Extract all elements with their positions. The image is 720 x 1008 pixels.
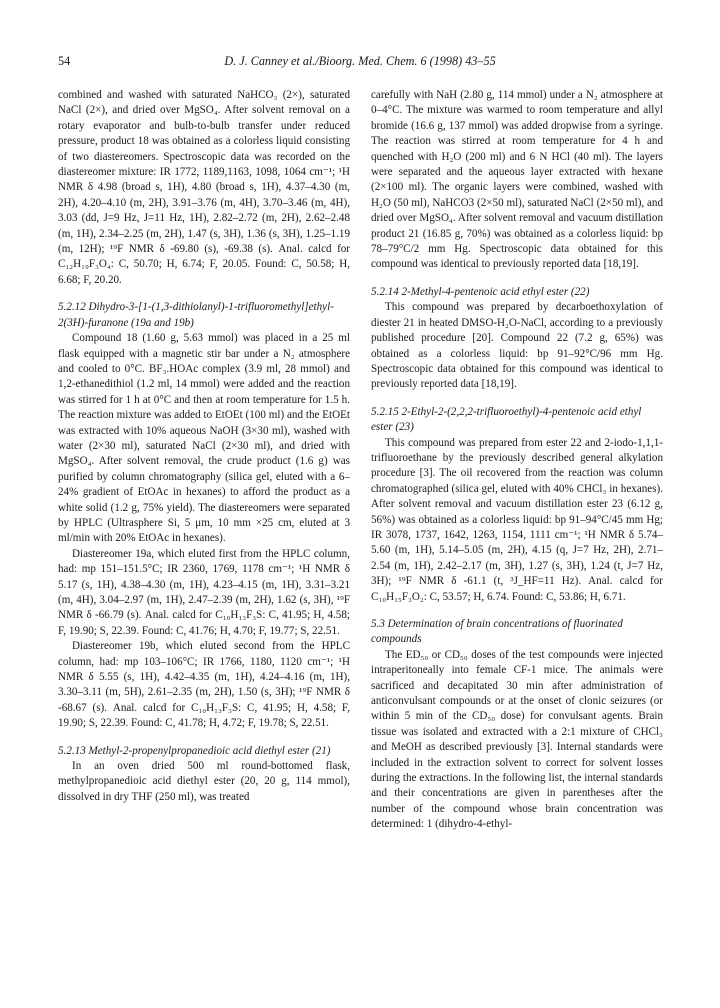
paragraph: The ED₅₀ or CD₅₀ doses of the test compounds were injected intraperitoneally into female CF-1 mice. The animals were sacrificed and decapitated 30 min after administration of anticonvulsant compounds or at the onset of clonic seizures (or within 5 min of the CD₅₀ dose) for convulsant agents. Brain tissue was isolated and extracted with a 2:1 mixture of CHCl₃ and MeOH as described previously [3]. Internal standards were included in the extraction solvent to correct for solvent losses during the extractions. In the following list, the internal standards and their concentrations are given in parentheses after the number of the compound whose brain concentration was determined: 1 (dihydro-4-ethyl- — [371, 648, 663, 831]
paragraph: carefully with NaH (2.80 g, 114 mmol) under a N₂ atmosphere at 0–4°C. The mixture was warmed to room temperature and allyl bromide (16.6 g, 137 mmol) was added dropwise from a syringe. The reaction was stirred at room temperature for 4 h and quenched with H₂O (200 ml) and 6 N HCl (40 ml). The layers were separated and the aqueous layer extracted with hexane (2×100 ml). The organic layers were combined, washed with H₂O (50 ml), NaHCO3 (2×50 ml), saturated NaCl (2×50 ml), and dried over MgSO₄. After solvent removal and vacuum distillation product 21 (16.85 g, 70%) was obtained as a colorless liquid: bp 78–79°C/2 mm Hg. Spectroscopic data obtained for this compound was identical to previously reported data [18,19]. — [371, 89, 663, 271]
page-header — [58, 54, 662, 70]
section-heading: 5.2.15 2-Ethyl-2-(2,2,2-trifluoroethyl)-4-pentenoic acid ethyl ester (23) — [371, 405, 642, 434]
running-title: D. J. Canney et al./Bioorg. Med. Chem. 6 (1998) 43–55 — [224, 54, 496, 68]
section-heading: 5.2.13 Methyl-2-propenylpropanedioic acid diethyl ester (21) — [58, 744, 331, 757]
paragraph: Diastereomer 19b, which eluted second from the HPLC column, had: mp 103–106°C; IR 1766, 1180, 1120 cm⁻¹; ¹H NMR δ 5.55 (s, 1H), 4.42–4.35 (m, 1H), 4.24–4.16 (m, 1H), 3.30–3.11 (m, 5H), 2.61–2.35 (m, 2H), 1.50 (s, 3H); ¹⁹F NMR δ -68.67 (s). Anal. calcd for C₁₀H₁₃F₃S: C, 41.95; H, 4.58; F, 19.90; S, 22.39. Found: C, 41.78; H, 4.72; F, 19.78; S, 22.51. — [58, 640, 350, 730]
paragraph: Compound 18 (1.60 g, 5.63 mmol) was placed in a 25 ml flask equipped with a magnetic stir bar under a N₂ atmosphere and cooled to 0°C. BF₃.HOAc complex (3.9 ml, 28 mmol) and 1,2-ethanedithiol (1.2 ml, 14 mmol) were added and the reaction was stirred for 1 h at 0°C and then at room temperature for 1.5 h. The reaction mixture was added to EtOEt (100 ml) and the EtOEt was extracted with 10% aqueous NaOH (3×30 ml), washed with water (2×30 ml), saturated NaCl (2×30 ml), and dried with MgSO₄. After solvent removal, the crude product (1.6 g) was purified by column chromatography (silica gel, eluted with a 6–24% gradient of EtOAc in hexanes) to afford the product as a white solid (1.2 g, 75% yield). The diastereomers were separated by HPLC (Ultrasphere Si, 5 μm, 10 mm ×25 cm, eluted at 3 ml/min with 20% EtOAc in hexanes). — [58, 332, 350, 545]
paragraph: Diastereomer 19a, which eluted first from the HPLC column, had: mp 151–151.5°C; IR 2360, 1769, 1178 cm⁻¹; ¹H NMR δ 5.17 (s, 1H), 4.38–4.30 (m, 1H), 4.23–4.15 (m, 1H), 3.31–3.21 (m, 4H), 3.04–2.97 (m, 1H), 2.47–2.39 (m, 2H), 1.62 (s, 3H), ¹⁹F NMR δ -66.79 (s). Anal. calcd for C₁₀H₁₃F₃S: C, 41.95; H, 4.58; F, 19.90; S, 22.39. Found: C, 41.76; H, 4.70; F, 19.77; S, 22.51. — [58, 547, 350, 637]
right-column — [371, 88, 663, 833]
section-heading: 5.2.12 Dihydro-3-[1-(1,3-dithiolanyl)-1-trifluoromethyl]ethyl-2(3H)-furanone (19a and 19b) — [58, 301, 334, 329]
paragraph: This compound was prepared by decarboethoxylation of diester 21 in heated DMSO-H₂O-NaCl, according to a previously published procedure [20]. Compound 22 (7.2 g, 65%) was obtained as a colorless liquid: bp 91–92°C/96 mm Hg. Spectroscopic data obtained for this compound was identical to previously reported data [18,19]. — [371, 301, 663, 391]
left-column — [58, 88, 350, 805]
paragraph: combined and washed with saturated NaHCO₃ (2×), saturated NaCl (2×), and dried over MgSO₄. After solvent removal on a rotary evaporator and bulb-to-bulb transfer under reduced pressure, product 18 was obtained as a colorless liquid consisting of two diastereomers. Spectroscopic data was recorded on the diastereomer mixture: IR 1772, 1189,1163, 1098, 1064 cm⁻¹; ¹H NMR δ 4.98 (broad s, 1H), 4.80 (broad s, 1H), 4.37–4.30 (m, 2H), 4.20–4.10 (m, 2H), 3.91–3.76 (m, 4H), 3.70–3.46 (m, 4H), 3.03 (dd, J=9 Hz, J=11 Hz, 1H), 2.82–2.72 (m, 2H), 2.62–2.48 (m, 1H), 2.34–2.25 (m, 2H), 1.47 (s, 3H), 1.36 (s, 3H), 1.25–1.19 (m, 12H); ¹⁹F NMR δ -69.80 (s), -69.38 (s). Anal. calcd for C₁₂H₁₉F₃O₄: C, 50.70; H, 6.74; F, 20.05. Found: C, 50.58; H, 6.68; F, 20.20. — [58, 89, 350, 286]
section-heading: 5.2.14 2-Methyl-4-pentenoic acid ethyl ester (22) — [371, 285, 590, 298]
paragraph: In an oven dried 500 ml round-bottomed flask, methylpropanedioic acid diethyl ester (20, 20 g, 114 mmol), dissolved in dry THF (250 ml), was treated — [58, 760, 350, 803]
paragraph: This compound was prepared from ester 22 and 2-iodo-1,1,1-trifluoroethane by the previously described general alkylation procedure [3]. The oil recovered from the reaction was column chromatographed (silica gel, eluted with 40% CHCl₃ in hexanes). After solvent removal and vacuum distillation ester 23 (6.12 g, 56%) was obtained as a colorless liquid: bp 91–94°C/45 mm Hg; IR 3078, 1737, 1642, 1263, 1154, 1111 cm⁻¹; ¹H NMR δ 5.74–5.60 (m, 1H), 5.14–5.05 (m, 2H), 4.15 (q, J=7 Hz, 2H), 2.71–2.54 (m, 1H), 2.42–2.17 (m, 3H), 1.27 (s, 3H), 1.24 (t, J=7 Hz, 3H); ¹⁹F NMR δ -61.1 (t, ³J_HF=11 Hz). Anal. calcd for C₁₀H₁₅F₃O₂: C, 53.57; H, 6.74. Found: C, 53.86; H, 6.71. — [371, 436, 663, 603]
section-heading: 5.3 Determination of brain concentrations of fluorinated compounds — [371, 618, 623, 646]
page-number: 54 — [58, 54, 71, 68]
